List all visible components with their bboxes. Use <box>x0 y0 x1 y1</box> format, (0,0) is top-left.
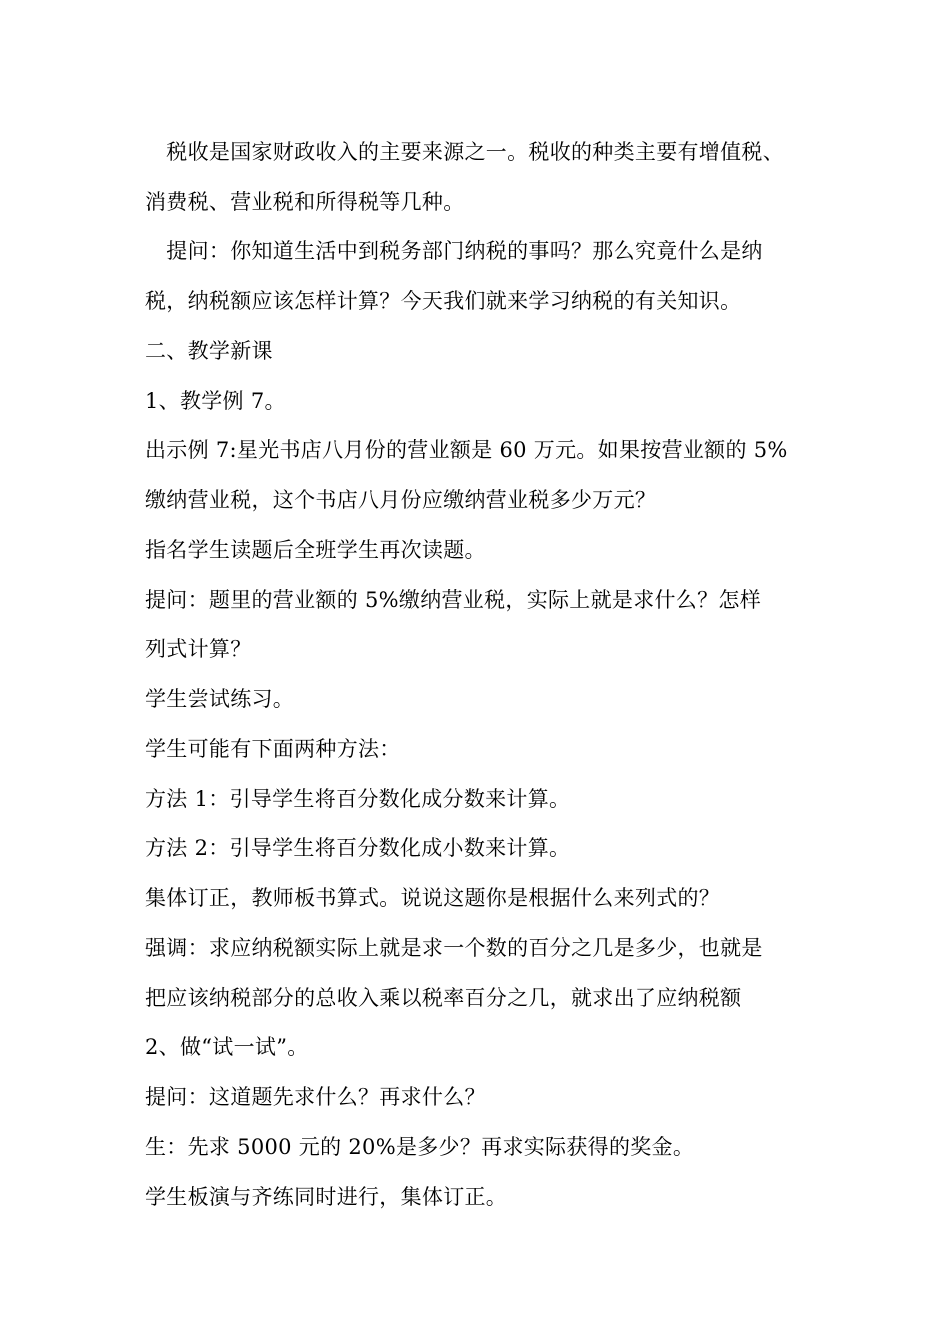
paragraph-line: 方法 2：引导学生将百分数化成小数来计算。 <box>145 836 571 860</box>
paragraph-line: 学生可能有下面两种方法： <box>145 737 401 761</box>
paragraph-line: 出示例 7:星光书店八月份的营业额是 60 万元。如果按营业额的 5% <box>145 438 788 462</box>
paragraph-line: 提问：你知道生活中到税务部门纳税的事吗？那么究竟什么是纳 <box>145 239 763 263</box>
paragraph-line: 生：先求 5000 元的 20%是多少？再求实际获得的奖金。 <box>145 1135 695 1159</box>
paragraph-line: 把应该纳税部分的总收入乘以税率百分之几，就求出了应纳税额 <box>145 986 742 1010</box>
paragraph-line: 指名学生读题后全班学生再次读题。 <box>145 538 486 562</box>
paragraph-line: 提问：这道题先求什么？再求什么？ <box>145 1085 486 1109</box>
paragraph-line: 强调：求应纳税额实际上就是求一个数的百分之几是多少，也就是 <box>145 936 763 960</box>
paragraph-line: 消费税、营业税和所得税等几种。 <box>145 190 465 214</box>
paragraph-line: 缴纳营业税，这个书店八月份应缴纳营业税多少万元？ <box>145 488 657 512</box>
paragraph-line: 提问：题里的营业额的 5%缴纳营业税，实际上就是求什么？怎样 <box>145 588 761 612</box>
subsection-heading: 1、教学例 7。 <box>145 389 286 413</box>
paragraph-line: 集体订正，教师板书算式。说说这题你是根据什么来列式的？ <box>145 886 721 910</box>
paragraph-line: 税，纳税额应该怎样计算？今天我们就来学习纳税的有关知识。 <box>145 289 742 313</box>
subsection-heading: 2、做“试一试”。 <box>145 1035 309 1059</box>
section-heading: 二、教学新课 <box>145 339 273 363</box>
paragraph-line: 学生尝试练习。 <box>145 687 295 711</box>
paragraph-line: 方法 1：引导学生将百分数化成分数来计算。 <box>145 787 571 811</box>
paragraph-line: 列式计算？ <box>145 637 252 661</box>
paragraph-line: 税收是国家财政收入的主要来源之一。税收的种类主要有增值税、 <box>145 140 784 164</box>
paragraph-line: 学生板演与齐练同时进行，集体订正。 <box>145 1185 508 1209</box>
